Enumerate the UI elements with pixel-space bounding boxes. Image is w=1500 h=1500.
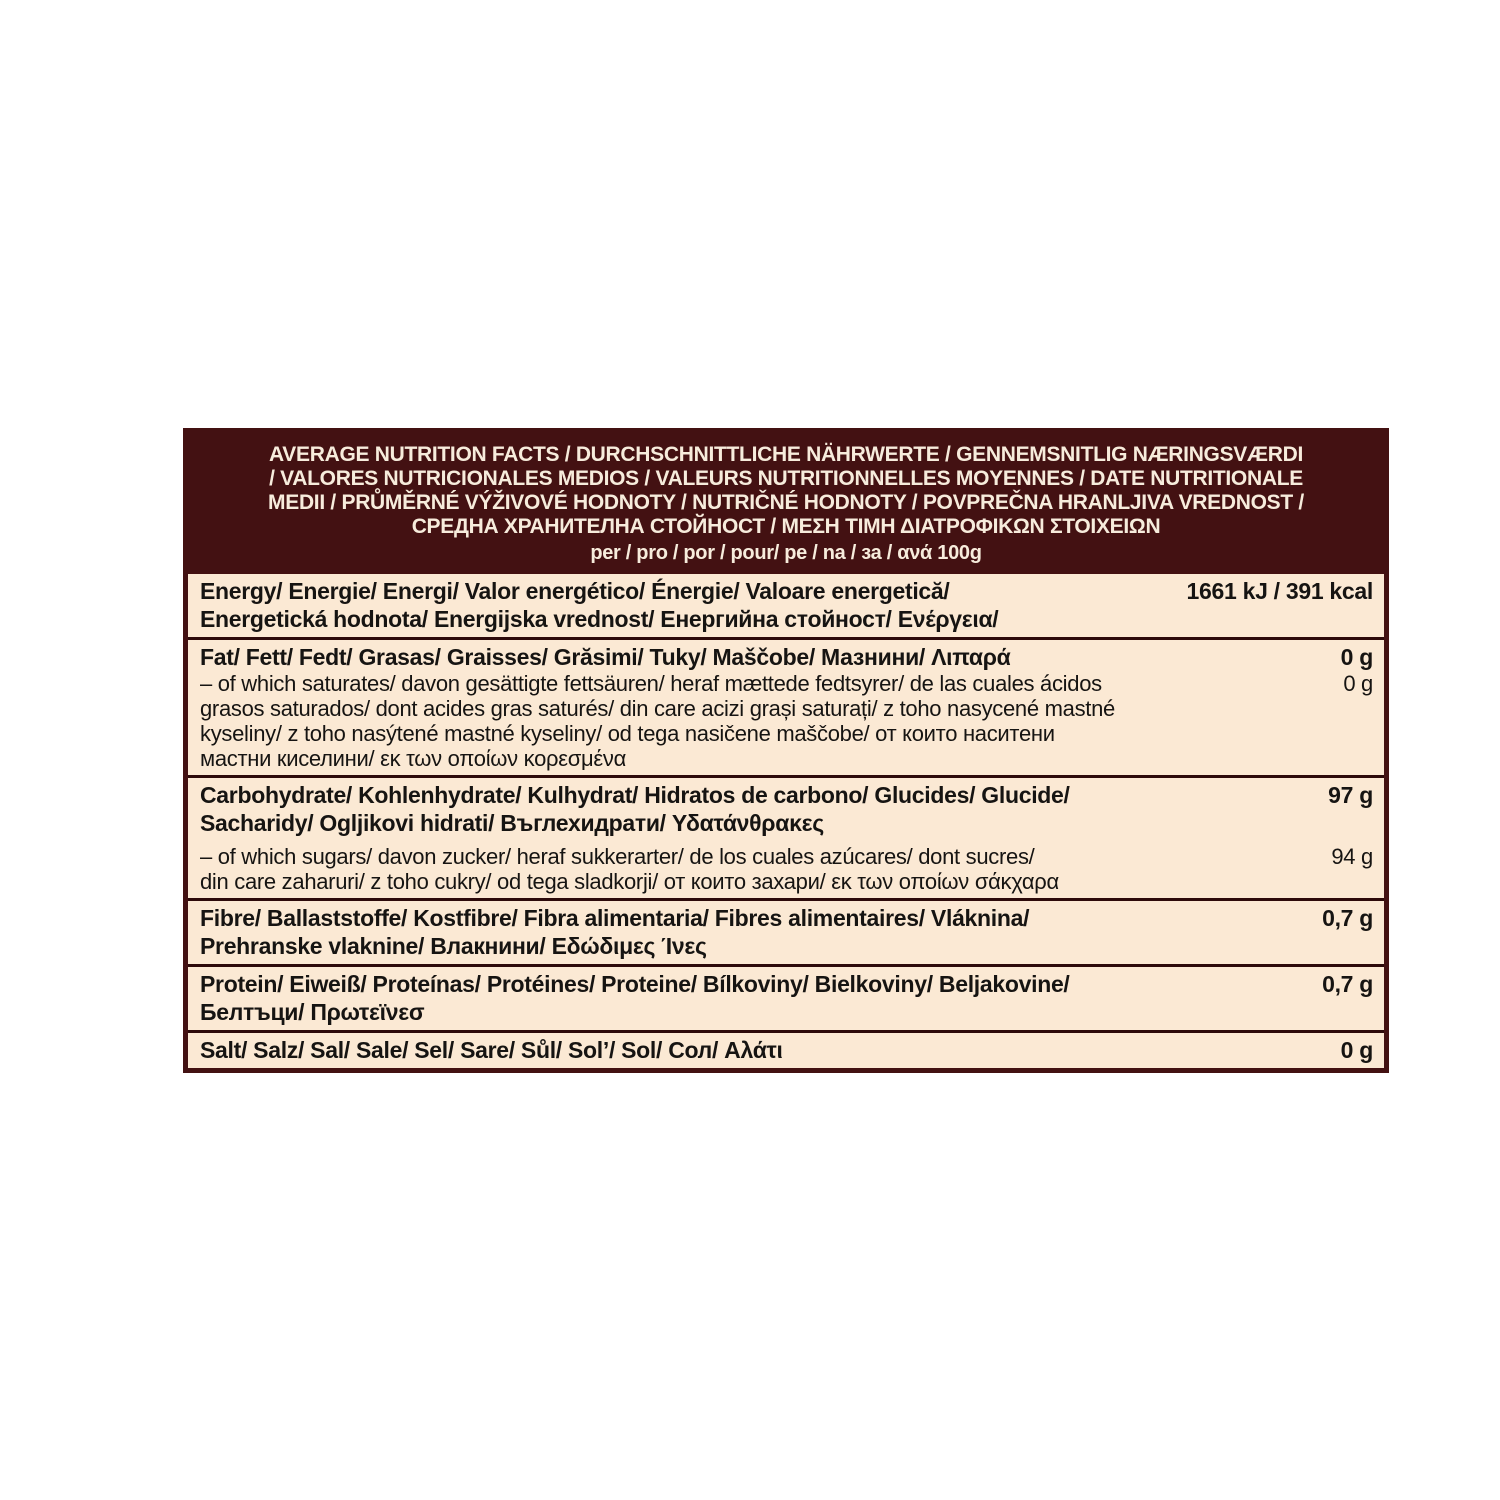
nutrient-line — [200, 696, 1373, 721]
nutrient-sub-value: 94 g — [1331, 844, 1373, 869]
nutrient-line — [200, 721, 1373, 746]
nutrition-row-fibre — [188, 898, 1384, 964]
nutrient-line — [200, 577, 1373, 605]
nutrient-line — [200, 1036, 1373, 1064]
nutrient-value: 0,7 g — [1322, 971, 1373, 997]
header-title-line: / VALORES NUTRICIONALES MEDIOS / VALEURS NUTRITIONNELLES MOYENNES / DATE NUTRITIONALE — [269, 467, 1303, 490]
nutrient-value: 97 g — [1328, 782, 1373, 808]
nutrient-value: 0,7 g — [1322, 905, 1373, 931]
nutrient-names: Sacharidy/ Ogljikovi hidrati/ Въглехидрати/ Υδατάνθρακες — [200, 810, 824, 836]
nutrient-line — [200, 998, 1373, 1026]
nutrient-value: 1661 kJ / 391 kcal — [1186, 578, 1373, 604]
nutrient-line — [200, 970, 1373, 998]
nutrient-names: Carbohydrate/ Kohlenhydrate/ Kulhydrat/ Hidratos de carbono/ Glucides/ Glucide/ — [200, 782, 1070, 808]
nutrient-names: Fat/ Fett/ Fedt/ Grasas/ Graisses/ Grăsimi/ Tuky/ Maščobe/ Мазнини/ Λιπαρά — [200, 644, 1011, 670]
nutrient-names: Protein/ Eiweiß/ Proteínas/ Protéines/ Proteine/ Bílkoviny/ Bielkoviny/ Beljakovine/ — [200, 971, 1070, 997]
nutrient-sub-value: 0 g — [1343, 671, 1373, 696]
nutrient-names: мастни киселини/ εκ των οποίων κορεσμένα — [200, 746, 627, 771]
nutrient-line — [200, 643, 1373, 671]
nutrition-row-fat — [188, 637, 1384, 775]
nutrient-names: kyseliny/ z toho nasýtené mastné kyseliny/ od tega nasičene maščobe/ от които наситени — [200, 721, 1055, 746]
nutrient-line — [200, 605, 1373, 633]
header-title-line: СРЕДНА ХРАНИТЕЛНА СТОЙНОСТ / ΜΕΣΗ ΤΙΜΗ ΔΙΑΤΡΟΦΙΚΩΝ ΣΤΟΙΧΕΙΩΝ — [411, 515, 1161, 538]
nutrient-value: 0 g — [1340, 1037, 1373, 1063]
nutrient-subrow — [200, 844, 1373, 894]
nutrient-line — [200, 844, 1373, 869]
nutrient-names: Fibre/ Ballaststoffe/ Kostfibre/ Fibra alimentaria/ Fibres alimentaires/ Vláknina/ — [200, 905, 1030, 931]
nutrition-facts-label — [183, 428, 1389, 1073]
nutrient-line — [200, 809, 1373, 837]
nutrition-rows-container — [188, 574, 1384, 1068]
header-title-line: AVERAGE NUTRITION FACTS / DURCHSCHNITTLICHE NÄHRWERTE / GENNEMSNITLIG NÆRINGSVÆRDI — [269, 443, 1303, 466]
nutrient-line — [200, 746, 1373, 771]
nutrient-names: – of which sugars/ davon zucker/ heraf sukkerarter/ de los cuales azúcares/ dont sucres/ — [200, 844, 1035, 869]
nutrient-names: Energy/ Energie/ Energi/ Valor energético/ Énergie/ Valoare energetică/ — [200, 578, 950, 604]
nutrient-names: – of which saturates/ davon gesättigte fettsäuren/ heraf mættede fedtsyrer/ de las cuales ácidos — [200, 671, 1102, 696]
nutrient-line — [200, 904, 1373, 932]
nutrient-names: Salt/ Salz/ Sal/ Sale/ Sel/ Sare/ Sůl/ Sol’/ Sol/ Сол/ Αλάτι — [200, 1037, 783, 1063]
nutrient-names: Energetická hodnota/ Energijska vrednost/ Енергийна стойност/ Ενέργεια/ — [200, 606, 999, 632]
nutrient-line — [200, 671, 1373, 696]
nutrition-label-header — [188, 433, 1384, 574]
nutrient-value: 0 g — [1340, 644, 1373, 670]
nutrient-names: din care zaharuri/ z toho cukry/ od tega sladkorji/ от които захари/ εκ των οποίων σάκχαρα — [200, 869, 1059, 894]
nutrient-subrow — [200, 671, 1373, 771]
nutrition-row-protein — [188, 964, 1384, 1030]
nutrient-line — [200, 781, 1373, 809]
nutrient-names: grasos saturados/ dont acides gras saturés/ din care acizi grași saturați/ z toho nasycené mastné — [200, 696, 1115, 721]
nutrition-row-salt — [188, 1030, 1384, 1068]
nutrient-names: Prehranske vlaknine/ Влакнини/ Εδώδιμες Ίνες — [200, 933, 707, 959]
header-title-line: MEDII / PRŮMĚRNÉ VÝŽIVOVÉ HODNOTY / NUTRIČNÉ HODNOTY / POVPREČNA HRANLJIVA VREDNOST / — [268, 491, 1304, 514]
nutrition-row-energy — [188, 574, 1384, 637]
nutrient-names: Белтъци/ Πρωτεϊνεσ — [200, 999, 425, 1025]
nutrient-line — [200, 869, 1373, 894]
nutrient-line — [200, 932, 1373, 960]
nutrition-row-carbohydrate — [188, 775, 1384, 898]
per-100g-line: per / pro / por / pour/ pe / na / за / ανά 100g — [590, 542, 982, 564]
